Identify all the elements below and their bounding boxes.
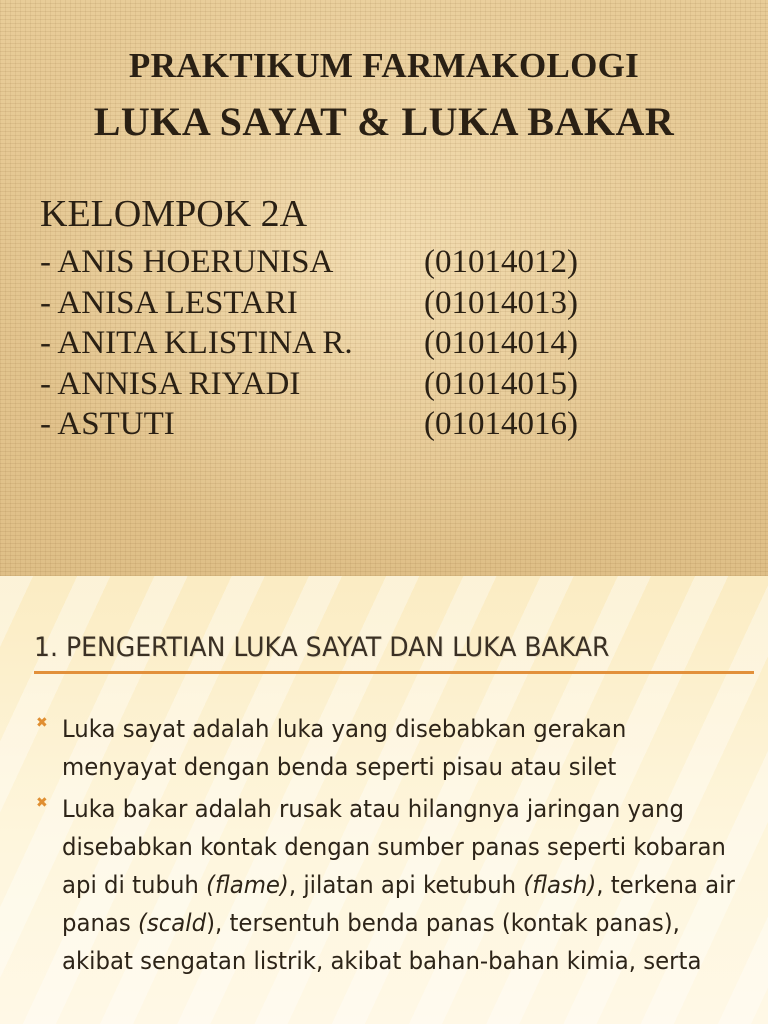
bullet-text-part: , jilatan api ketubuh bbox=[288, 871, 524, 899]
member-name: - ANITA KLISTINA R. bbox=[40, 325, 353, 361]
bullet-text: Luka sayat adalah luka yang disebabkan gerakan menyayat dengan benda seperti pisau atau silet bbox=[62, 715, 627, 781]
member-id: (01014014) bbox=[424, 325, 578, 361]
bullet-text-part: ), tersentuh benda panas (kontak panas), akibat sengatan listrik, akibat bahan-bahan kimia, serta bbox=[62, 909, 702, 975]
member-name: - ANNISA RIYADI bbox=[40, 365, 301, 402]
bullet-item bbox=[34, 790, 746, 980]
bullet-item bbox=[34, 710, 746, 786]
member-name: - ASTUTI bbox=[40, 406, 175, 442]
member-row bbox=[40, 325, 640, 366]
bullet-text-italic: (flash) bbox=[523, 871, 597, 899]
member-id: (01014016) bbox=[424, 406, 578, 442]
slide-title: 1. PENGERTIAN LUKA SAYAT DAN LUKA BAKAR bbox=[34, 632, 610, 663]
member-row bbox=[40, 285, 640, 326]
title-line-2: LUKA SAYAT & LUKA BAKAR bbox=[93, 99, 675, 144]
x-bullet-icon: ✖ bbox=[36, 795, 48, 811]
member-id: (01014013) bbox=[424, 284, 578, 321]
member-name: - ANISA LESTARI bbox=[40, 284, 298, 321]
bullet-text-part: , terkena air panas bbox=[62, 871, 735, 937]
x-bullet-icon: ✖ bbox=[36, 715, 48, 731]
member-id: (01014012) bbox=[424, 244, 578, 280]
bullet-text-part: Luka bakar adalah rusak atau hilangnya jaringan yang disebabkan kontak dengan sumber panas seperti kobaran api di tubuh bbox=[62, 795, 726, 899]
member-id: (01014015) bbox=[424, 365, 578, 402]
member-list bbox=[40, 244, 640, 447]
bullet-text-italic: (scald bbox=[138, 909, 207, 937]
bullet-list bbox=[34, 710, 746, 984]
member-row bbox=[40, 406, 640, 447]
member-name: - ANIS HOERUNISA bbox=[40, 244, 334, 280]
content-slide bbox=[0, 576, 768, 1024]
bullet-text-italic: (flame) bbox=[206, 871, 289, 899]
group-heading: KELOMPOK 2A bbox=[40, 193, 308, 235]
title-line-1: PRAKTIKUM FARMAKOLOGI bbox=[128, 46, 640, 85]
member-row bbox=[40, 244, 640, 285]
member-row bbox=[40, 366, 640, 407]
title-underline bbox=[34, 671, 754, 674]
bullet-text bbox=[62, 790, 738, 980]
